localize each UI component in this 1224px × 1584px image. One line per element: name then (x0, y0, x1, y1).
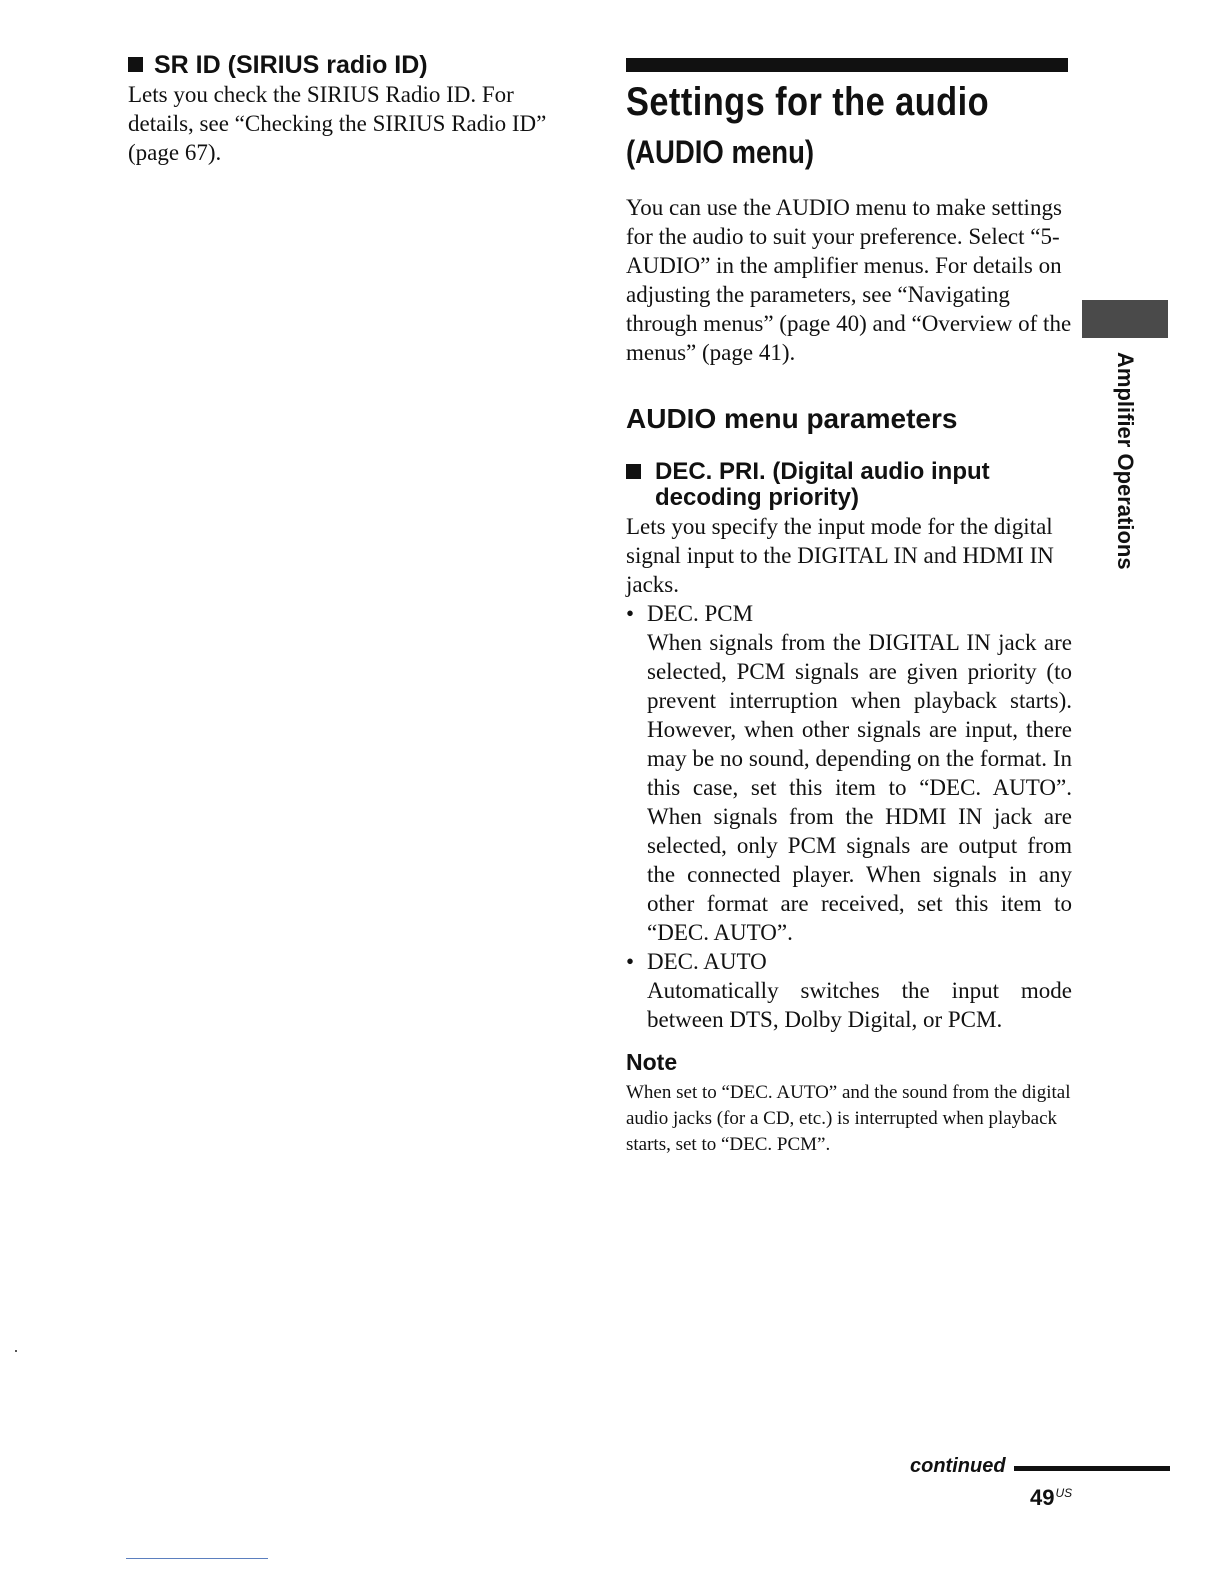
audio-settings-section (626, 58, 1072, 1158)
parameter-heading (626, 459, 1072, 511)
sr-id-section (128, 52, 578, 167)
continued-rule (1014, 1466, 1170, 1471)
note-heading: Note (626, 1049, 678, 1075)
option-label-text: DEC. PCM (647, 601, 754, 626)
parameter-description: Lets you specify the input mode for the digital signal input to the DIGITAL IN and HDMI IN jacks. (626, 514, 1054, 597)
option-description: When signals from the DIGITAL IN jack are selected, PCM signals are given priority (to prevent interruption when playback starts). However, when other signals are input, there may be no sound, depending on the format. In this case, set this item to “DEC. AUTO”. When signals from the HDMI IN jack are selected, only PCM signals are output from the connected player. When signals in any other format are received, set this item to “DEC. AUTO”. (647, 630, 1072, 945)
sr-id-heading-text: SR ID (SIRIUS radio ID) (154, 51, 428, 79)
option-description: Automatically switches the input mode between DTS, Dolby Digital, or PCM. (647, 978, 1072, 1032)
sr-id-heading (128, 52, 578, 78)
option-label (626, 599, 1072, 628)
square-bullet-icon (128, 57, 143, 72)
continued-label: continued (910, 1455, 1006, 1477)
page-subtitle: (AUDIO menu) (626, 134, 815, 170)
title-rule (626, 58, 1068, 72)
bullet-icon: • (626, 949, 635, 974)
stray-mark (15, 1350, 17, 1352)
option-item (626, 599, 1072, 947)
page-number (1030, 1480, 1072, 1511)
page-number-suffix: US (1055, 1486, 1073, 1500)
section-tab-marker (1082, 300, 1168, 338)
sr-id-description: Lets you check the SIRIUS Radio ID. For details, see “Checking the SIRIUS Radio ID” (page 67). (128, 82, 547, 165)
option-label (626, 947, 1072, 976)
page-title: Settings for the audio (626, 80, 990, 124)
intro-paragraph: You can use the AUDIO menu to make settings for the audio to suit your preference. Select “5-AUDIO” in the amplifier menus. For details on adjusting the parameters, see “Navigating through menus” (page 40) and “Overview of the menus” (page 41). (626, 195, 1072, 365)
note-text: When set to “DEC. AUTO” and the sound from the digital audio jacks (for a CD, etc.) is interrupted when playback starts, set to “DEC. PCM”. (626, 1082, 1071, 1155)
bullet-icon: • (626, 601, 635, 626)
option-item (626, 947, 1072, 1034)
side-tab-label: Amplifier Operations (1113, 352, 1138, 570)
side-tab (1110, 352, 1140, 592)
parameter-heading-text: DEC. PRI. (Digital audio input decoding priority) (655, 458, 990, 511)
section-heading: AUDIO menu parameters (626, 403, 958, 434)
bottom-rule (126, 1558, 268, 1559)
page-number-value: 49 (1030, 1485, 1055, 1510)
square-bullet-icon (626, 464, 641, 479)
option-label-text: DEC. AUTO (647, 949, 767, 974)
